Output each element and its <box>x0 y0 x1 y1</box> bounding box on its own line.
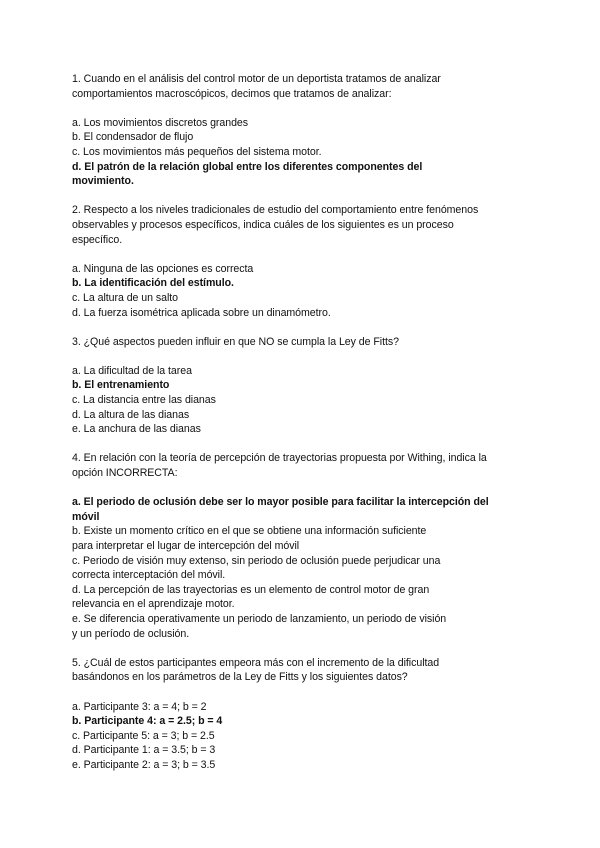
answer-option: e. La anchura de las dianas <box>72 423 201 436</box>
answer-option: c. La distancia entre las dianas <box>72 394 216 407</box>
answer-option: c. La altura de un salto <box>72 291 178 304</box>
spacer <box>72 437 528 452</box>
question-text: 2. Respecto a los niveles tradicionales de estudio del comportamiento entre fenómenos <box>72 204 479 217</box>
answer-option: a. Participante 3: a = 4; b = 2 <box>72 700 207 713</box>
question-text: específico. <box>72 233 123 246</box>
spacer <box>72 685 528 700</box>
answer-option: e. Se diferencia operativamente un periodo de lanzamiento, un periodo de visión <box>72 612 447 625</box>
question-text: observables y procesos específicos, indica cuáles de los siguientes es un proceso <box>72 218 454 231</box>
answer-option: d. La fuerza isométrica aplicada sobre un dinamómetro. <box>72 306 331 319</box>
answer-option: d. La percepción de las trayectorias es un elemento de control motor de gran <box>72 583 430 596</box>
answer-option: c. Los movimientos más pequeños del sistema motor. <box>72 145 322 158</box>
answer-option: a. Ninguna de las opciones es correcta <box>72 262 254 275</box>
spacer <box>72 189 528 204</box>
answer-option: relevancia en el aprendizaje motor. <box>72 598 235 611</box>
document-page <box>72 72 528 773</box>
spacer <box>72 641 528 656</box>
answer-option: b. El condensador de flujo <box>72 131 194 144</box>
answer-option: b. Existe un momento crítico en el que se obtiene una información suficiente <box>72 525 427 538</box>
answer-option: e. Participante 2: a = 3; b = 3.5 <box>72 758 216 771</box>
answer-option: c. Participante 5: a = 3; b = 2.5 <box>72 729 215 742</box>
spacer <box>72 101 528 116</box>
answer-option: a. Los movimientos discretos grandes <box>72 116 249 129</box>
answer-option: d. Participante 1: a = 3.5; b = 3 <box>72 744 216 757</box>
correct-answer-option: a. El periodo de oclusión debe ser lo mayor posible para facilitar la intercepción del <box>72 496 489 509</box>
answer-option: y un período de oclusión. <box>72 627 190 640</box>
correct-answer-option: movimiento. <box>72 175 134 188</box>
question-text: 1. Cuando en el análisis del control motor de un deportista tratamos de analizar <box>72 73 441 85</box>
question-text: comportamientos macroscópicos, decimos que tratamos de analizar: <box>72 87 392 100</box>
spacer <box>72 247 528 262</box>
answer-option: c. Periodo de visión muy extenso, sin periodo de oclusión puede perjudicar una <box>72 554 441 567</box>
question-text: 4. En relación con la teoría de percepción de trayectorias propuesta por Withing, indica la <box>72 452 487 465</box>
question-text: basándonos en los parámetros de la Ley de Fitts y los siguientes datos? <box>72 671 408 684</box>
spacer <box>72 320 528 335</box>
answer-option: correcta interceptación del móvil. <box>72 569 226 582</box>
spacer <box>72 349 528 364</box>
answer-option: para interpretar el lugar de intercepción del móvil <box>72 540 300 552</box>
correct-answer-option: b. La identificación del estímulo. <box>72 277 234 290</box>
answer-option: a. La dificultad de la tarea <box>72 364 192 377</box>
spacer <box>72 481 528 496</box>
answer-option: d. La altura de las dianas <box>72 408 190 421</box>
correct-answer-option: d. El patrón de la relación global entre los diferentes componentes del <box>72 160 423 173</box>
question-text: 3. ¿Qué aspectos pueden influir en que NO se cumpla la Ley de Fitts? <box>72 335 399 348</box>
question-text: 5. ¿Cuál de estos participantes empeora más con el incremento de la dificultad <box>72 656 440 669</box>
correct-answer-option: b. Participante 4: a = 2.5; b = 4 <box>72 715 223 728</box>
correct-answer-option: móvil <box>72 510 100 523</box>
question-text: opción INCORRECTA: <box>72 467 178 480</box>
correct-answer-option: b. El entrenamiento <box>72 379 170 392</box>
